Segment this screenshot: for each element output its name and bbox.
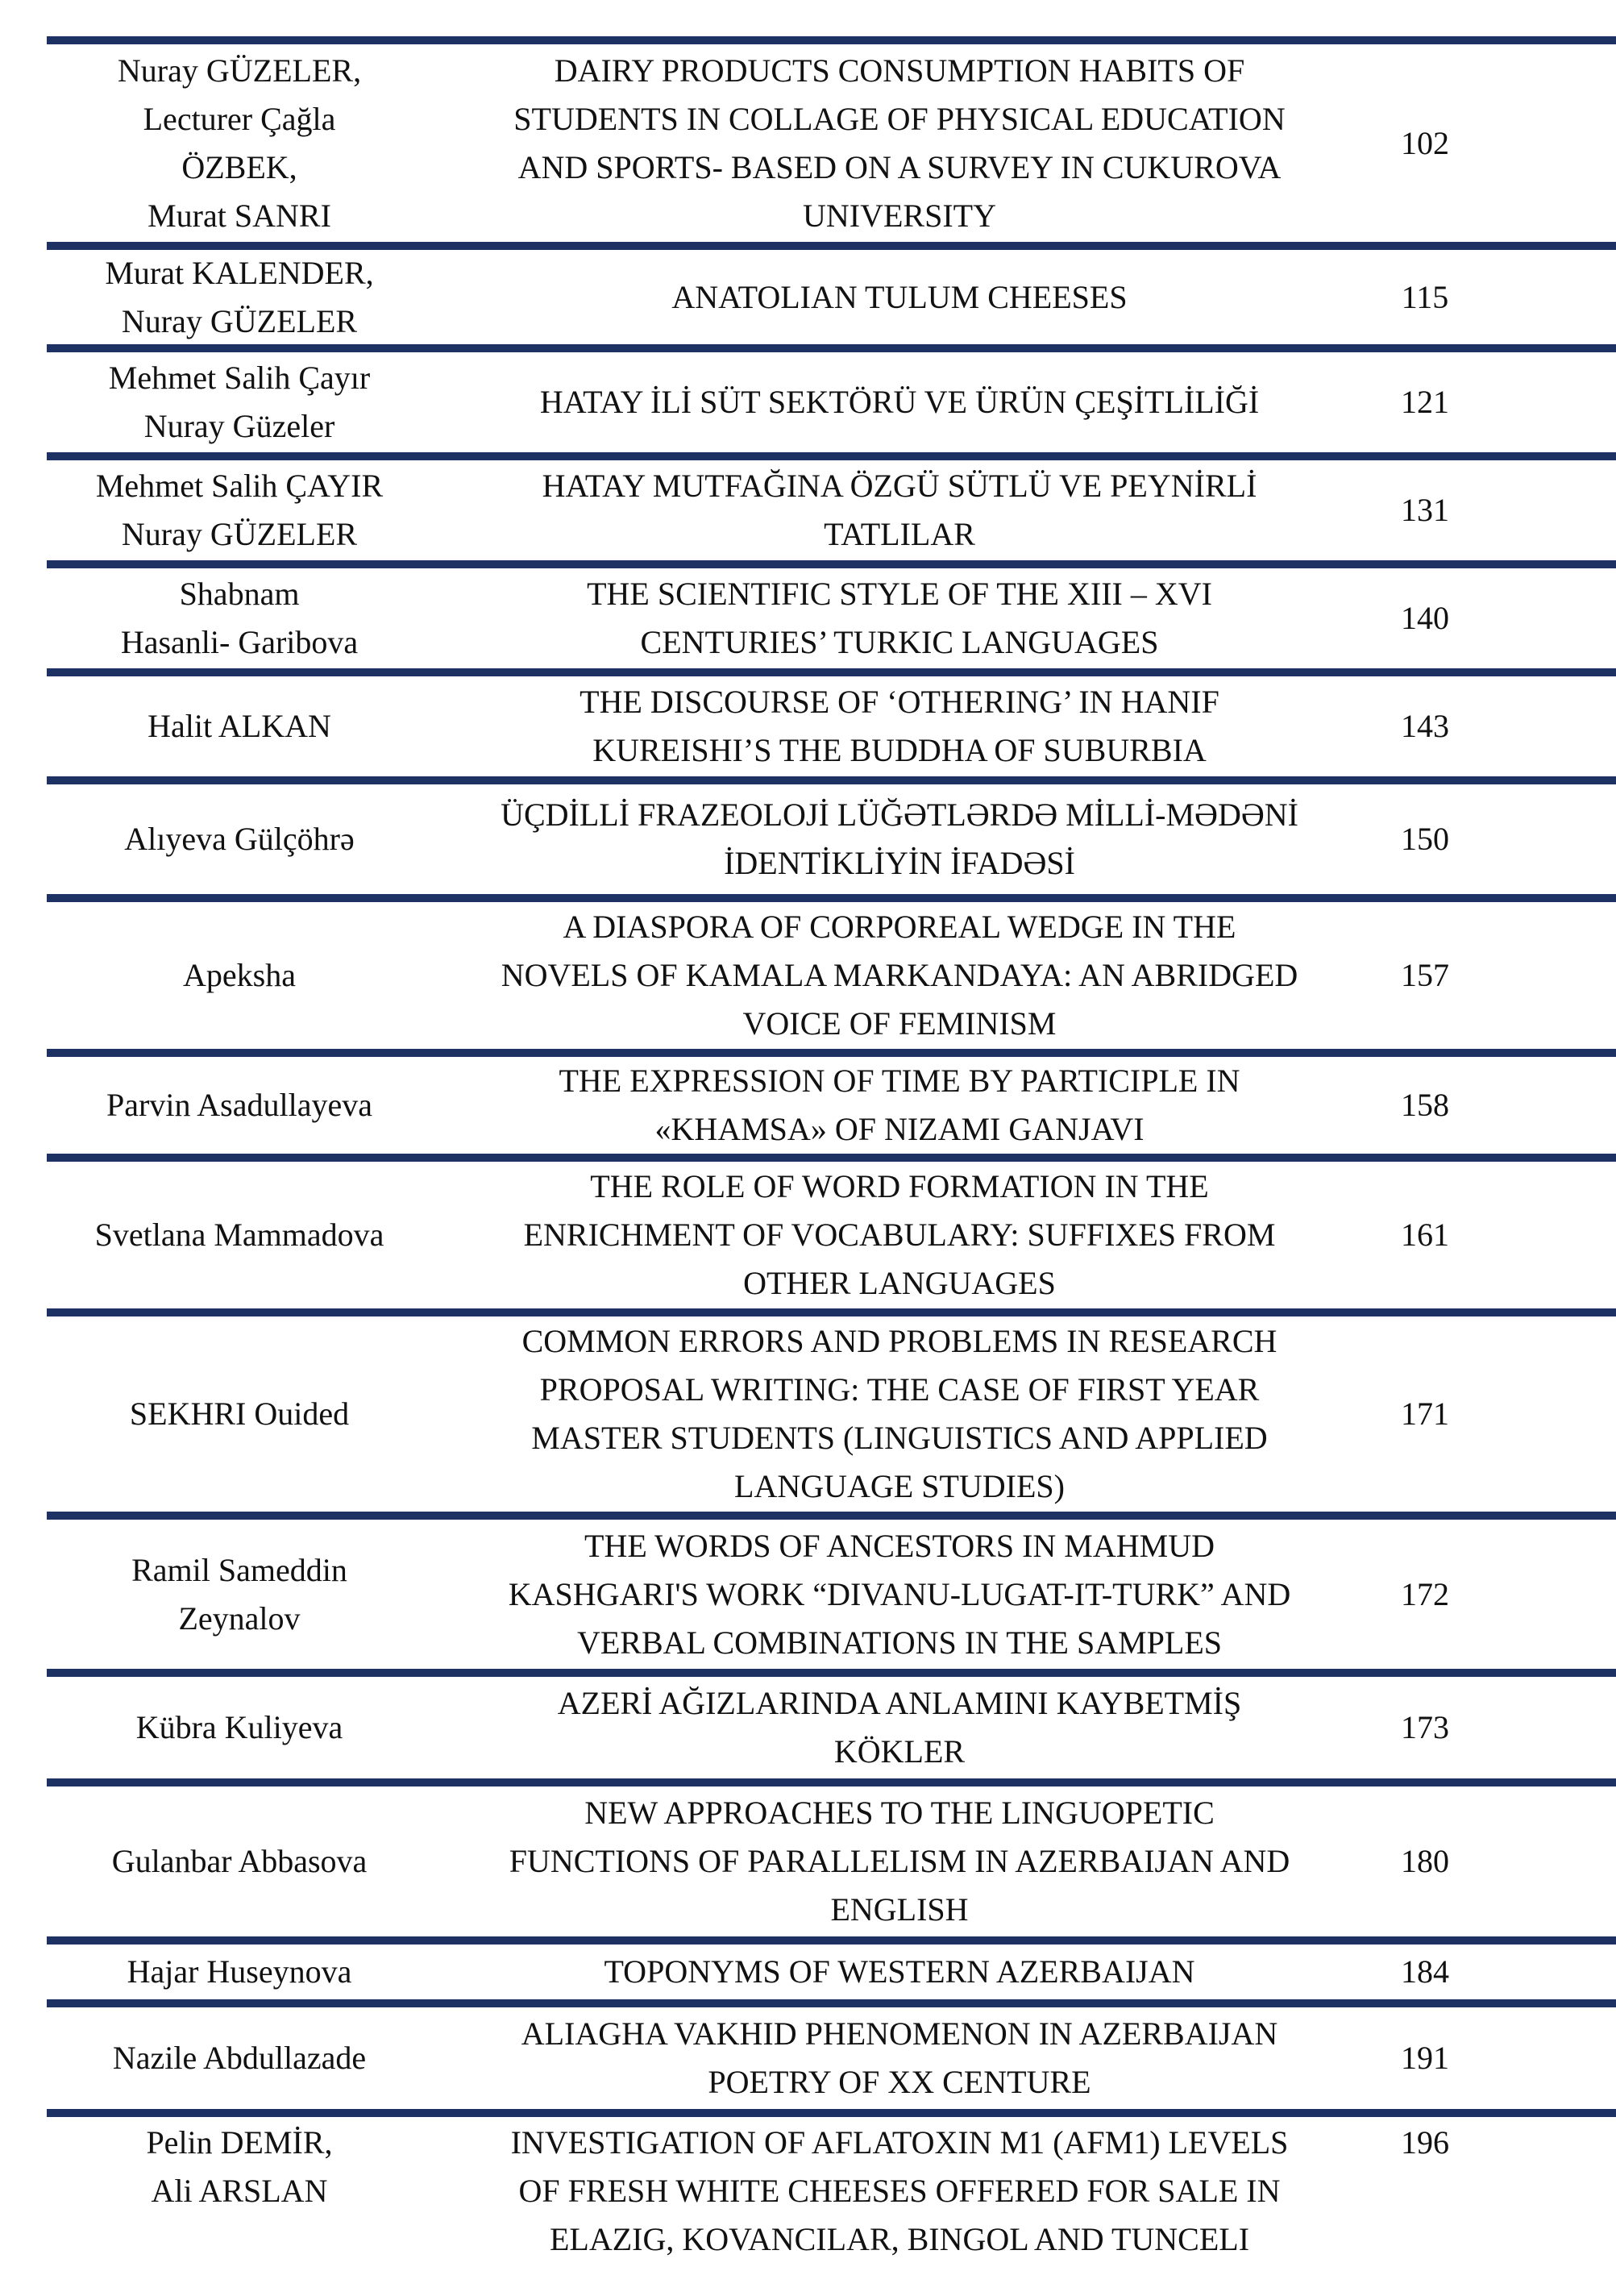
entry-title-line: DAIRY PRODUCTS CONSUMPTION HABITS OF [554, 52, 1245, 89]
entry-page-number: 196 [1401, 2124, 1449, 2161]
entry-title-line: A DIASPORA OF CORPOREAL WEDGE IN THE [563, 909, 1236, 945]
row-divider [47, 2109, 1616, 2117]
row-divider [47, 344, 1616, 352]
entry-title-line: FUNCTIONS OF PARALLELISM IN AZERBAIJAN AND [509, 1843, 1290, 1879]
entry-authors [47, 47, 432, 240]
row-divider [47, 1512, 1616, 1520]
entry-authors-line: Halit ALKAN [147, 708, 331, 744]
entry-authors-line: Kübra Kuliyeva [135, 1709, 343, 1745]
entry-page-number: 184 [1401, 1953, 1449, 1990]
entry-authors [47, 702, 432, 751]
entry-authors-line: Nuray Güzeler [143, 408, 335, 444]
entry-authors-line: Parvin Asadullayeva [106, 1087, 372, 1123]
entry-title-line: PROPOSAL WRITING: THE CASE OF FIRST YEAR [539, 1371, 1260, 1408]
toc-entry [47, 2007, 1616, 2109]
toc-entry [47, 44, 1616, 242]
toc-entry [47, 1677, 1616, 1778]
entry-authors [47, 1081, 432, 1129]
row-divider [47, 776, 1616, 784]
entry-authors [47, 1546, 432, 1643]
entry-page-number: 171 [1401, 1395, 1449, 1432]
entry-title-line: OTHER LANGUAGES [743, 1265, 1056, 1301]
entry-title-line: MASTER STUDENTS (LINGUISTICS AND APPLIED [531, 1420, 1268, 1456]
entry-title-line: THE DISCOURSE OF ‘OTHERING’ IN HANIF [580, 684, 1219, 720]
toc-entry [47, 568, 1616, 668]
row-divider [47, 1049, 1616, 1057]
entry-title-line: AND SPORTS- BASED ON A SURVEY IN CUKUROVA [517, 148, 1282, 185]
entry-title [432, 1948, 1367, 1996]
entry-authors-line: Gulanbar Abbasova [111, 1843, 368, 1879]
entry-authors-line: Pelin DEMİR, [146, 2124, 333, 2161]
entry-authors-line: Ramil Sameddin [131, 1551, 347, 1588]
row-divider [47, 560, 1616, 568]
row-divider [47, 1778, 1616, 1786]
entry-authors [47, 1703, 432, 1752]
toc-entry [47, 1057, 1616, 1154]
entry-title-line: THE WORDS OF ANCESTORS IN MAHMUD [584, 1527, 1215, 1564]
entry-title-line: COMMON ERRORS AND PROBLEMS IN RESEARCH [521, 1323, 1277, 1359]
row-divider [47, 1669, 1616, 1677]
entry-page-number: 158 [1401, 1087, 1449, 1123]
entry-authors [47, 2119, 432, 2215]
entry-title-line: ÜÇDİLLİ FRAZEOLOJİ LÜĞƏTLƏRDƏ MİLLİ-MƏDƏNİ [501, 797, 1298, 833]
entry-title-line: LANGUAGE STUDIES) [734, 1468, 1065, 1504]
entry-authors-line: Ali ARSLAN [151, 2173, 328, 2209]
row-divider [47, 452, 1616, 460]
entry-authors [47, 462, 432, 559]
entry-title-line: UNIVERSITY [803, 197, 996, 234]
row-divider [47, 1154, 1616, 1162]
entry-title-line: STUDENTS IN COLLAGE OF PHYSICAL EDUCATION [513, 100, 1286, 137]
entry-title [432, 47, 1367, 240]
entry-title-line: HATAY MUTFAĞINA ÖZGÜ SÜTLÜ VE PEYNİRLİ [542, 468, 1257, 504]
entry-title-line: INVESTIGATION OF AFLATOXIN M1 (AFM1) LEVELS [510, 2124, 1289, 2161]
toc-entry [47, 784, 1616, 894]
entry-authors-line: Murat SANRI [147, 197, 331, 234]
entry-authors [47, 815, 432, 863]
entry-title [432, 1522, 1367, 1667]
toc-entry [47, 1520, 1616, 1669]
entry-title-line: NOVELS OF KAMALA MARKANDAYA: AN ABRIDGED [501, 957, 1298, 993]
toc-entry [47, 250, 1616, 344]
entry-page-number: 140 [1401, 600, 1449, 636]
entry-title-line: İDENTİKLİYİN İFADƏSİ [724, 845, 1075, 881]
entry-authors [47, 1948, 432, 1996]
toc-entry [47, 2117, 1616, 2296]
entry-page-number: 173 [1401, 1709, 1449, 1745]
entry-authors [47, 1390, 432, 1438]
entry-authors-line: Svetlana Mammadova [94, 1217, 384, 1253]
entry-title-line: KÖKLER [833, 1733, 966, 1770]
entry-title [432, 1163, 1367, 1308]
entry-title [432, 791, 1367, 888]
entry-title [432, 678, 1367, 775]
entry-title-line: ALIAGHA VAKHID PHENOMENON IN AZERBAIJAN [521, 2015, 1278, 2052]
entry-title [432, 903, 1367, 1048]
entry-authors-line: Mehmet Salih ÇAYIR [95, 468, 384, 504]
entry-authors [47, 1837, 432, 1886]
entry-page-number: 131 [1401, 492, 1449, 528]
entry-title-line: KASHGARI'S WORK “DIVANU-LUGAT-IT-TURK” AND [508, 1575, 1291, 1612]
toc-entry [47, 902, 1616, 1049]
entry-page-number: 102 [1401, 124, 1449, 161]
row-divider [47, 1308, 1616, 1316]
entry-title-line: «KHAMSA» OF NIZAMI GANJAVI [654, 1111, 1144, 1147]
entry-authors-line: Nuray GÜZELER [121, 516, 358, 552]
entry-title [432, 1789, 1367, 1934]
entry-authors [47, 1211, 432, 1259]
toc-entry [47, 460, 1616, 560]
entry-title-line: HATAY İLİ SÜT SEKTÖRÜ VE ÜRÜN ÇEŞİTLİLİĞİ [539, 384, 1260, 420]
entry-authors-line: ÖZBEK, [181, 148, 297, 185]
toc-entry [47, 1316, 1616, 1512]
row-divider [47, 668, 1616, 676]
table-of-contents [47, 0, 1616, 2296]
entry-authors-line: Hajar Huseynova [127, 1953, 352, 1990]
entry-title [432, 273, 1367, 322]
entry-title [432, 2010, 1367, 2107]
entry-title [432, 1317, 1367, 1511]
row-divider [47, 894, 1616, 902]
entry-title [432, 1057, 1367, 1154]
toc-entry [47, 1786, 1616, 1936]
entry-authors-line: Nazile Abdullazade [112, 2040, 367, 2076]
entry-title-line: NEW APPROACHES TO THE LINGUOPETIC [584, 1795, 1215, 1831]
entry-title-line: THE SCIENTIFIC STYLE OF THE XIII – XVI [587, 576, 1212, 612]
entry-authors-line: Shabnam [179, 576, 300, 612]
entry-title-line: ENGLISH [830, 1891, 969, 1928]
entry-title-line: VERBAL COMBINATIONS IN THE SAMPLES [576, 1624, 1223, 1661]
entry-authors-line: Mehmet Salih Çayır [108, 360, 371, 396]
entry-page-number: 121 [1401, 384, 1449, 420]
entry-title-line: TOPONYMS OF WESTERN AZERBAIJAN [604, 1953, 1195, 1990]
toc-entry [47, 676, 1616, 776]
entry-authors [47, 2034, 432, 2082]
entry-authors-line: Nuray GÜZELER [121, 302, 358, 339]
toc-entry [47, 1945, 1616, 1999]
entry-page-number: 143 [1401, 708, 1449, 744]
entry-authors-line: Alıyeva Gülçöhrə [124, 821, 355, 857]
entry-title [432, 462, 1367, 559]
entry-authors-line: Apeksha [183, 957, 296, 993]
entry-authors-line: Lecturer Çağla [143, 100, 336, 137]
entry-title-line: KUREISHI’S THE BUDDHA OF SUBURBIA [592, 732, 1207, 768]
entry-title [432, 2119, 1367, 2264]
entry-authors-line: SEKHRI Ouided [129, 1395, 350, 1432]
entry-authors [47, 951, 432, 1000]
entry-title-line: CENTURIES’ TURKIC LANGUAGES [640, 624, 1159, 660]
entry-title [432, 378, 1367, 426]
entry-title-line: ANATOLIAN TULUM CHEESES [671, 278, 1128, 315]
entry-page-number: 180 [1401, 1843, 1449, 1879]
entry-title [432, 1679, 1367, 1776]
entry-authors [47, 249, 432, 346]
entry-page-number: 172 [1401, 1575, 1449, 1612]
entry-title-line: THE EXPRESSION OF TIME BY PARTICIPLE IN [559, 1063, 1240, 1099]
entry-title-line: ELAZIG, KOVANCILAR, BINGOL AND TUNCELI [549, 2221, 1250, 2257]
entry-title-line: AZERİ AĞIZLARINDA ANLAMINI KAYBETMİŞ [557, 1685, 1242, 1721]
entry-authors [47, 570, 432, 667]
entry-title-line: OF FRESH WHITE CHEESES OFFERED FOR SALE IN [518, 2173, 1281, 2209]
entry-title-line: VOICE OF FEMINISM [742, 1005, 1057, 1042]
toc-entry [47, 352, 1616, 452]
entry-page-number: 161 [1401, 1217, 1449, 1253]
entry-authors-line: Zeynalov [178, 1599, 301, 1637]
entry-title-line: THE ROLE OF WORD FORMATION IN THE [590, 1168, 1209, 1204]
entry-authors-line: Hasanli- Garibova [120, 624, 359, 660]
row-divider [47, 1999, 1616, 2007]
entry-title [432, 570, 1367, 667]
entry-authors [47, 354, 432, 451]
entry-page-number: 191 [1401, 2040, 1449, 2076]
entry-authors-line: Nuray GÜZELER, [117, 52, 362, 89]
entry-title-line: TATLILAR [824, 516, 975, 552]
row-divider [47, 36, 1616, 44]
row-divider [47, 1936, 1616, 1945]
toc-entry [47, 1162, 1616, 1308]
entry-title-line: ENRICHMENT OF VOCABULARY: SUFFIXES FROM [523, 1217, 1276, 1253]
entry-page-number: 115 [1401, 278, 1449, 315]
entry-title-line: POETRY OF XX CENTURE [708, 2064, 1091, 2100]
entry-authors-line: Murat KALENDER, [105, 254, 374, 291]
entry-page-number: 150 [1401, 821, 1449, 857]
entry-page-number: 157 [1401, 957, 1449, 993]
